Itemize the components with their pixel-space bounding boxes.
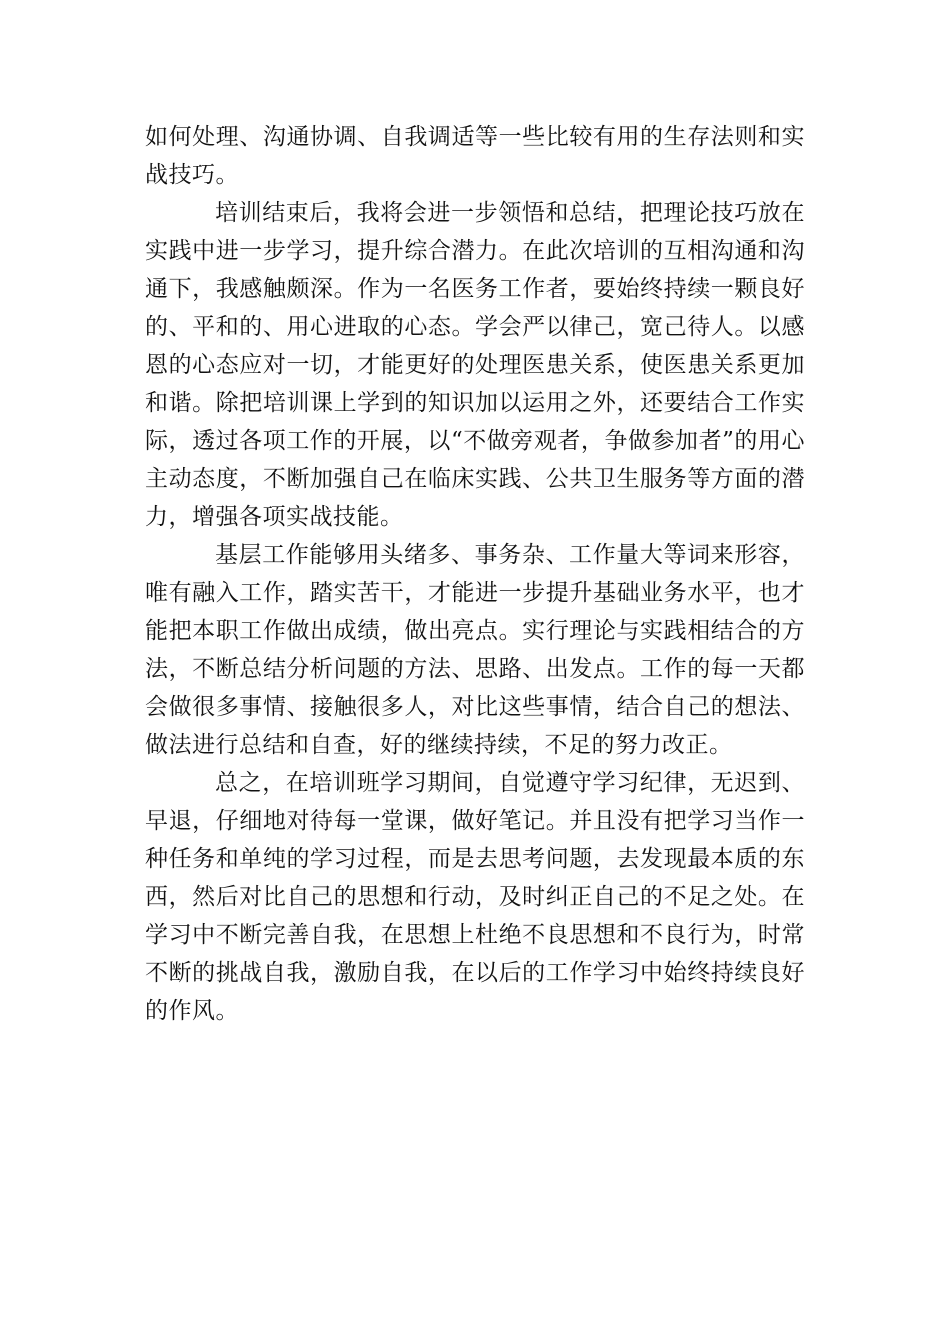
paragraph-3: 基层工作能够用头绪多、事务杂、工作量大等词来形容，唯有融入工作，踏实苦干，才能进一步提升基础业务水平，也才能把本职工作做出成绩，做出亮点。实行理论与实践相结合的方法，不断总结分析问题的方法、思路、出发点。工作的每一天都会做很多事情、接触很多人，对比这些事情，结合自己的想法、做法进行总结和自查，好的继续持续，不足的努力改正。 — [145, 542, 805, 758]
document-body — [145, 118, 805, 1030]
paragraph-1: 如何处理、沟通协调、自我调适等一些比较有用的生存法则和实战技巧。 — [145, 124, 805, 188]
paragraph-4: 总之，在培训班学习期间，自觉遵守学习纪律，无迟到、早退，仔细地对待每一堂课，做好笔记。并且没有把学习当作一种任务和单纯的学习过程，而是去思考问题，去发现最本质的东西，然后对比自己的思想和行动，及时纠正自己的不足之处。在学习中不断完善自我，在思想上杜绝不良思想和不良行为，时常不断的挑战自我，激励自我，在以后的工作学习中始终持续良好的作风。 — [145, 770, 805, 1024]
paragraph-2: 培训结束后，我将会进一步领悟和总结，把理论技巧放在实践中进一步学习，提升综合潜力。在此次培训的互相沟通和沟通下，我感触颇深。作为一名医务工作者，要始终持续一颗良好的、平和的、用心进取的心态。学会严以律己，宽己待人。以感恩的心态应对一切，才能更好的处理医患关系，使医患关系更加和谐。除把培训课上学到的知识加以运用之外，还要结合工作实际，透过各项工作的开展，以“不做旁观者，争做参加者”的用心主动态度，不断加强自己在临床实践、公共卫生服务等方面的潜力，增强各项实战技能。 — [145, 200, 805, 530]
